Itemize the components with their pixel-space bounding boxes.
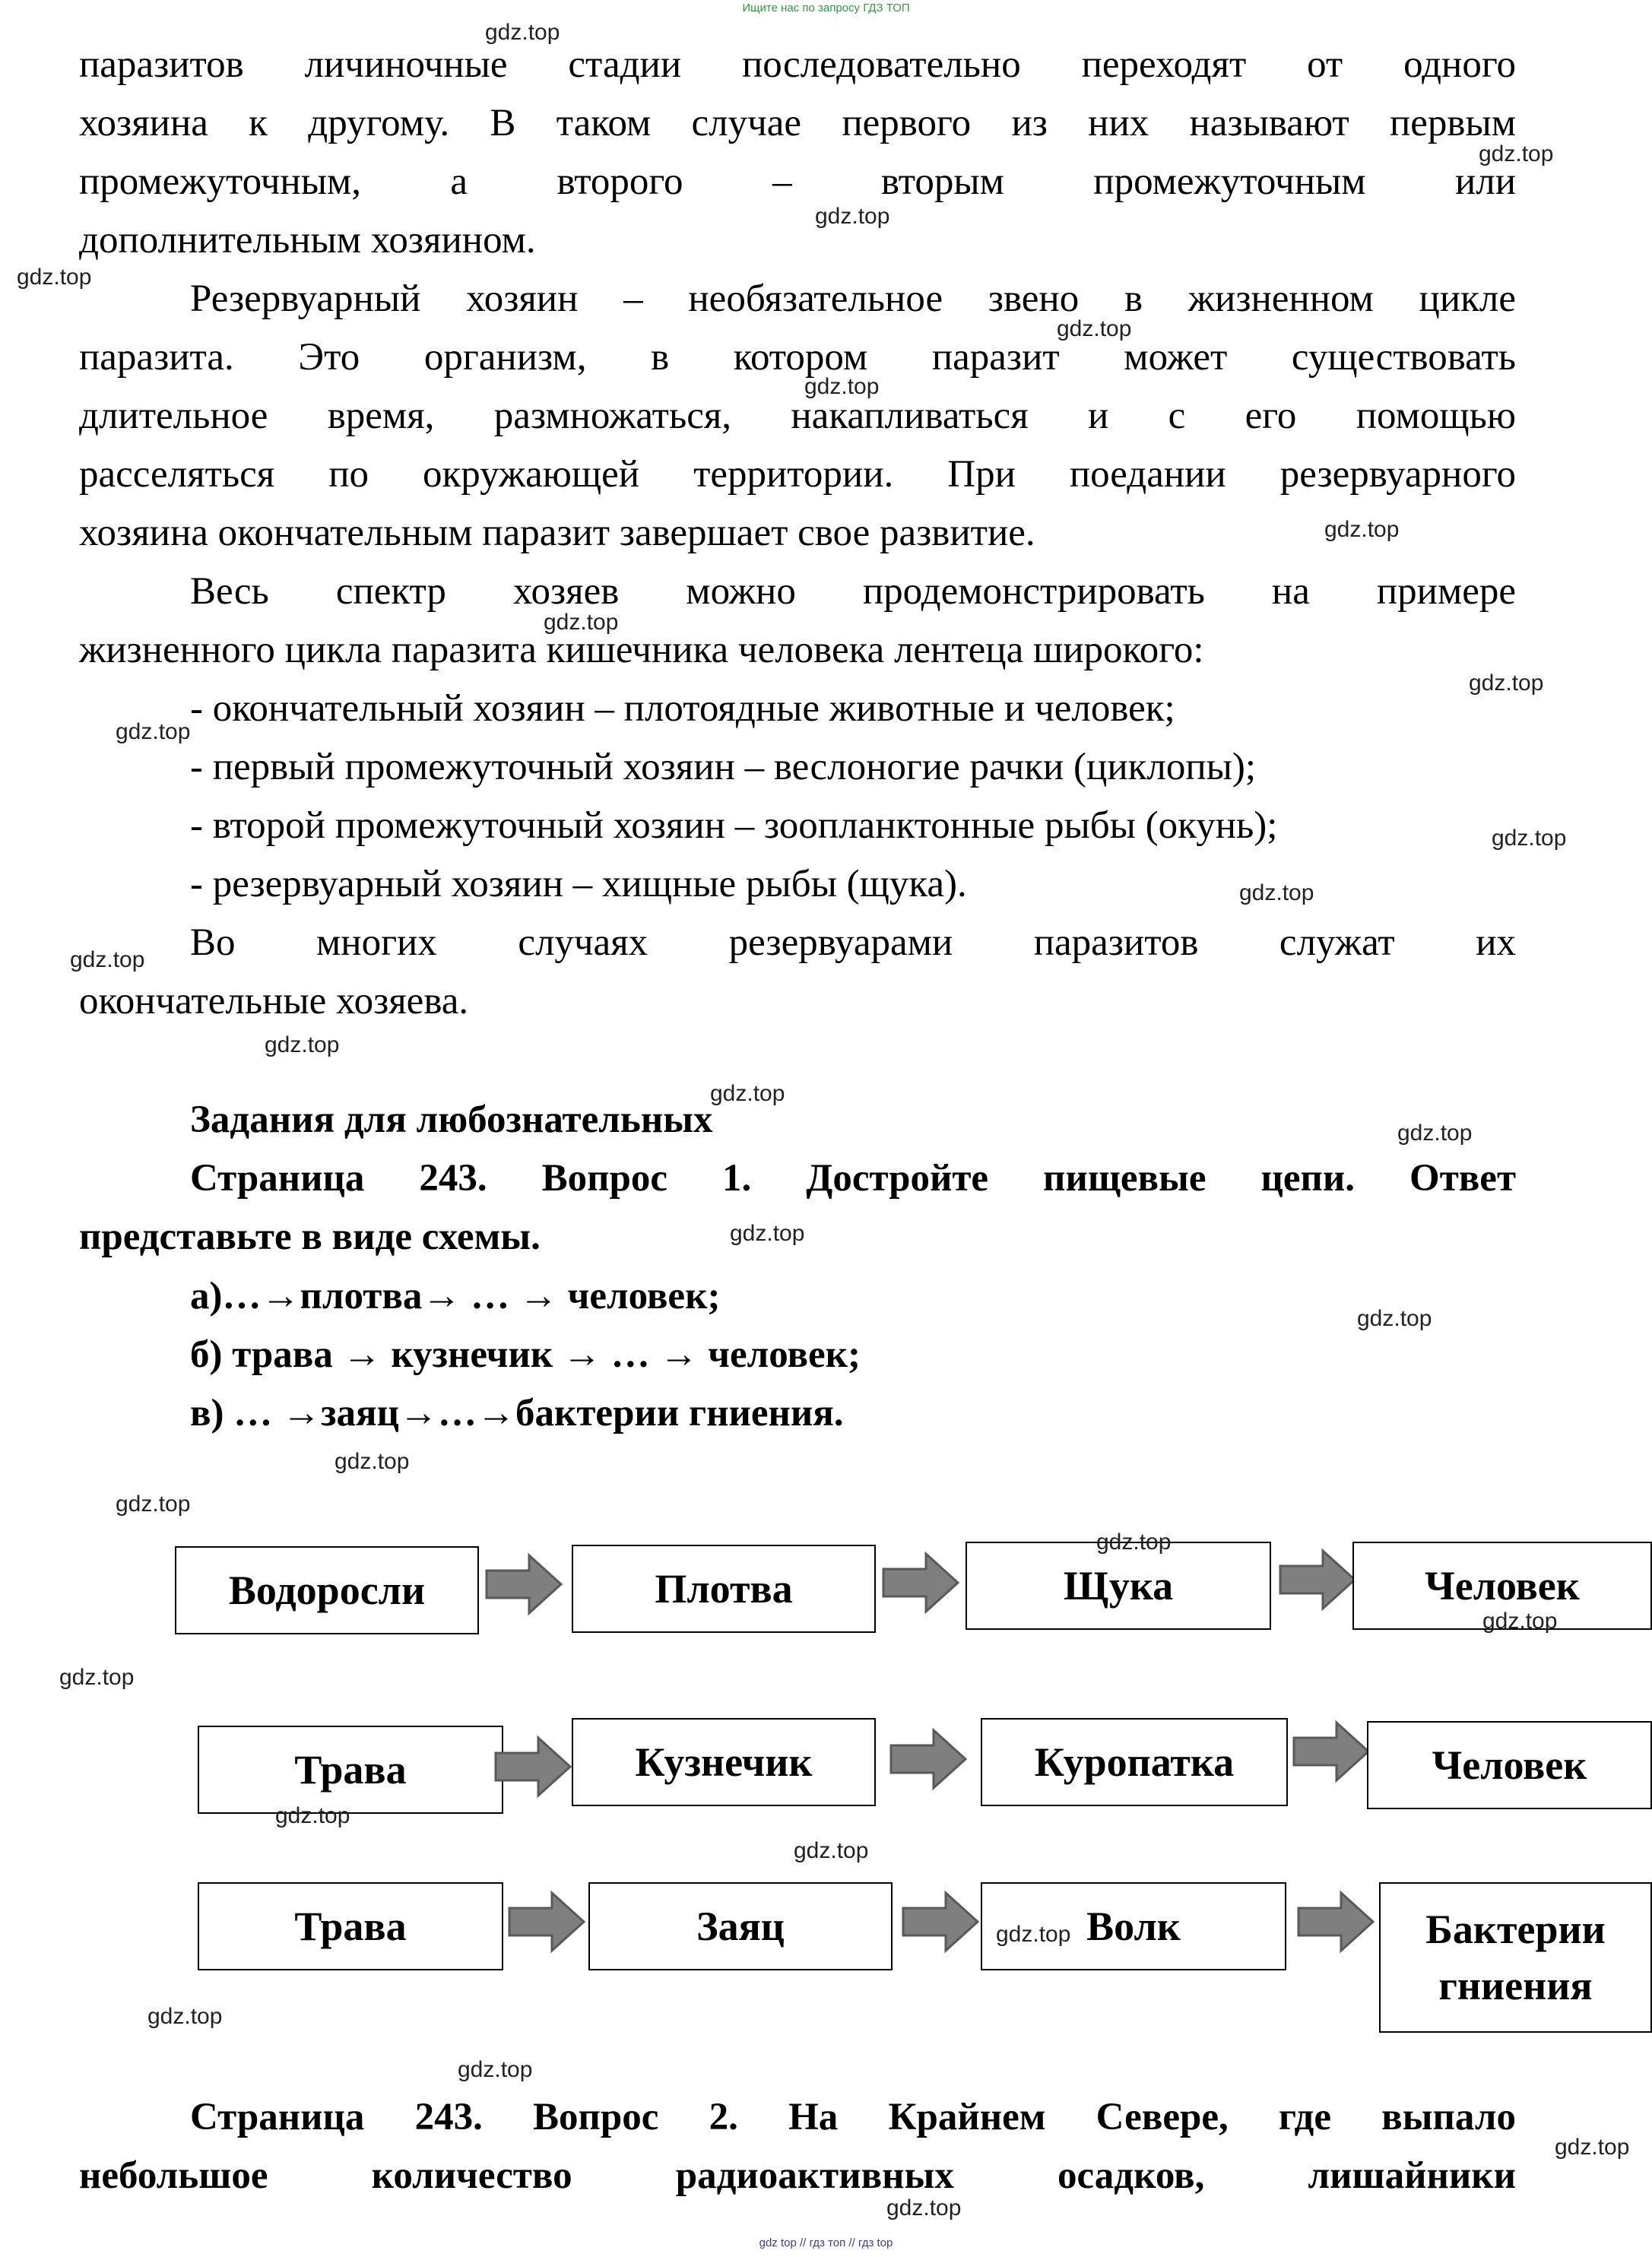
arrow-right-icon xyxy=(902,1890,981,1954)
arrow-right-icon xyxy=(889,1727,969,1791)
chain-1-box: Щука xyxy=(966,1542,1271,1630)
question-2: Страница 243. Вопрос 2. На Крайнем Севере, где выпало xyxy=(190,2096,1516,2138)
chain-3-box: Бактерии гниения xyxy=(1379,1882,1652,2033)
watermark: gdz.top xyxy=(1324,517,1400,542)
chain-2-box: Кузнечик xyxy=(572,1718,876,1806)
text-line: хозяина к другому. В таком случае первого из них называют первым xyxy=(79,102,1516,144)
watermark: gdz.top xyxy=(1482,1609,1558,1634)
text-line: паразита. Это организм, в котором паразит может существовать xyxy=(79,336,1516,379)
watermark: gdz.top xyxy=(1492,826,1567,851)
watermark: gdz.top xyxy=(730,1221,805,1246)
chain-1-box: Плотва xyxy=(572,1545,876,1633)
watermark: gdz.top xyxy=(70,947,145,972)
watermark: gdz.top xyxy=(116,1491,191,1517)
text-line: длительное время, размножаться, накапливаться и с его помощью xyxy=(79,395,1516,437)
chain-3-box: Заяц xyxy=(588,1882,893,1970)
list-item: - первый промежуточный хозяин – веслоногие рачки (циклопы); xyxy=(190,746,1257,788)
watermark: gdz.top xyxy=(275,1803,350,1828)
text-line: Резервуарный хозяин – необязательное звено в жизненном цикле xyxy=(190,277,1516,320)
watermark: gdz.top xyxy=(1239,880,1314,905)
question-1-cont: представьте в виде схемы. xyxy=(79,1216,541,1258)
chain-3-box: Трава xyxy=(198,1882,503,1970)
watermark: gdz.top xyxy=(485,20,560,45)
chain-2-box: Трава xyxy=(198,1726,503,1814)
task-item: в) … →заяц→…→бактерии гниения. xyxy=(190,1392,844,1434)
watermark: gdz.top xyxy=(1555,2135,1630,2160)
arrow-right-icon xyxy=(494,1735,573,1799)
footer-note: gdz top // гдз топ // гдз top xyxy=(759,2236,893,2249)
text-line: хозяина окончательным паразит завершает свое развитие. xyxy=(79,512,1035,554)
question-2-cont: небольшое количество радиоактивных осадков, лишайники xyxy=(79,2154,1516,2197)
task-item: а)…→плотва→ … → человек; xyxy=(190,1275,721,1317)
watermark: gdz.top xyxy=(147,2004,223,2029)
chain-3-box: Волк xyxy=(981,1882,1286,1970)
arrow-right-icon xyxy=(508,1890,587,1954)
arrow-right-icon xyxy=(1292,1720,1371,1783)
text-line: окончательные хозяева. xyxy=(79,980,469,1022)
chain-2-box: Куропатка xyxy=(981,1718,1288,1806)
arrow-right-icon xyxy=(882,1551,961,1615)
watermark: gdz.top xyxy=(1469,670,1544,696)
watermark: gdz.top xyxy=(710,1081,785,1106)
text-line: Весь спектр хозяев можно продемонстрировать на примере xyxy=(190,570,1516,613)
watermark: gdz.top xyxy=(17,265,92,290)
watermark: gdz.top xyxy=(116,719,191,744)
text-line: дополнительным хозяином. xyxy=(79,219,536,262)
watermark: gdz.top xyxy=(886,2195,962,2221)
watermark: gdz.top xyxy=(794,1838,869,1863)
question-1: Страница 243. Вопрос 1. Достройте пищевые цепи. Ответ xyxy=(190,1157,1516,1200)
watermark: gdz.top xyxy=(544,610,619,635)
watermark: gdz.top xyxy=(1057,316,1132,341)
watermark: gdz.top xyxy=(1397,1121,1473,1146)
list-item: - окончательный хозяин – плотоядные животные и человек; xyxy=(190,687,1175,730)
text-line: Во многих случаях резервуарами паразитов служат их xyxy=(190,921,1516,964)
watermark: gdz.top xyxy=(265,1032,340,1057)
watermark: gdz.top xyxy=(1096,1529,1172,1555)
watermark: gdz.top xyxy=(1357,1306,1432,1331)
watermark: gdz.top xyxy=(335,1449,410,1474)
text-line: паразитов личиночные стадии последовательно переходят от одного xyxy=(79,43,1516,86)
section-heading: Задания для любознательных xyxy=(190,1098,713,1141)
list-item: - резервуарный хозяин – хищные рыбы (щука). xyxy=(190,863,967,905)
chain-1-box: Водоросли xyxy=(175,1546,479,1634)
text-line: жизненного цикла паразита кишечника человека лентеца широкого: xyxy=(79,629,1204,671)
arrow-right-icon xyxy=(1297,1890,1376,1954)
chain-2-box: Человек xyxy=(1367,1721,1652,1809)
arrow-right-icon xyxy=(1279,1548,1358,1612)
arrow-right-icon xyxy=(485,1552,564,1616)
chain-1-box: Человек xyxy=(1352,1542,1652,1630)
watermark: gdz.top xyxy=(804,374,880,399)
task-item: б) трава → кузнечик → … → человек; xyxy=(190,1333,861,1376)
watermark: gdz.top xyxy=(59,1665,135,1690)
text-line: расселяться по окружающей территории. При поедании резервуарного xyxy=(79,453,1516,496)
text-line: промежуточным, а второго – вторым промежуточным или xyxy=(79,160,1516,203)
watermark: gdz.top xyxy=(815,204,890,229)
watermark: gdz.top xyxy=(1479,141,1554,166)
watermark: gdz.top xyxy=(458,2057,533,2082)
header-note: Ищите нас по запросу ГДЗ ТОП xyxy=(742,2,910,14)
list-item: - второй промежуточный хозяин – зоопланктонные рыбы (окунь); xyxy=(190,804,1278,847)
watermark: gdz.top xyxy=(996,1922,1071,1947)
